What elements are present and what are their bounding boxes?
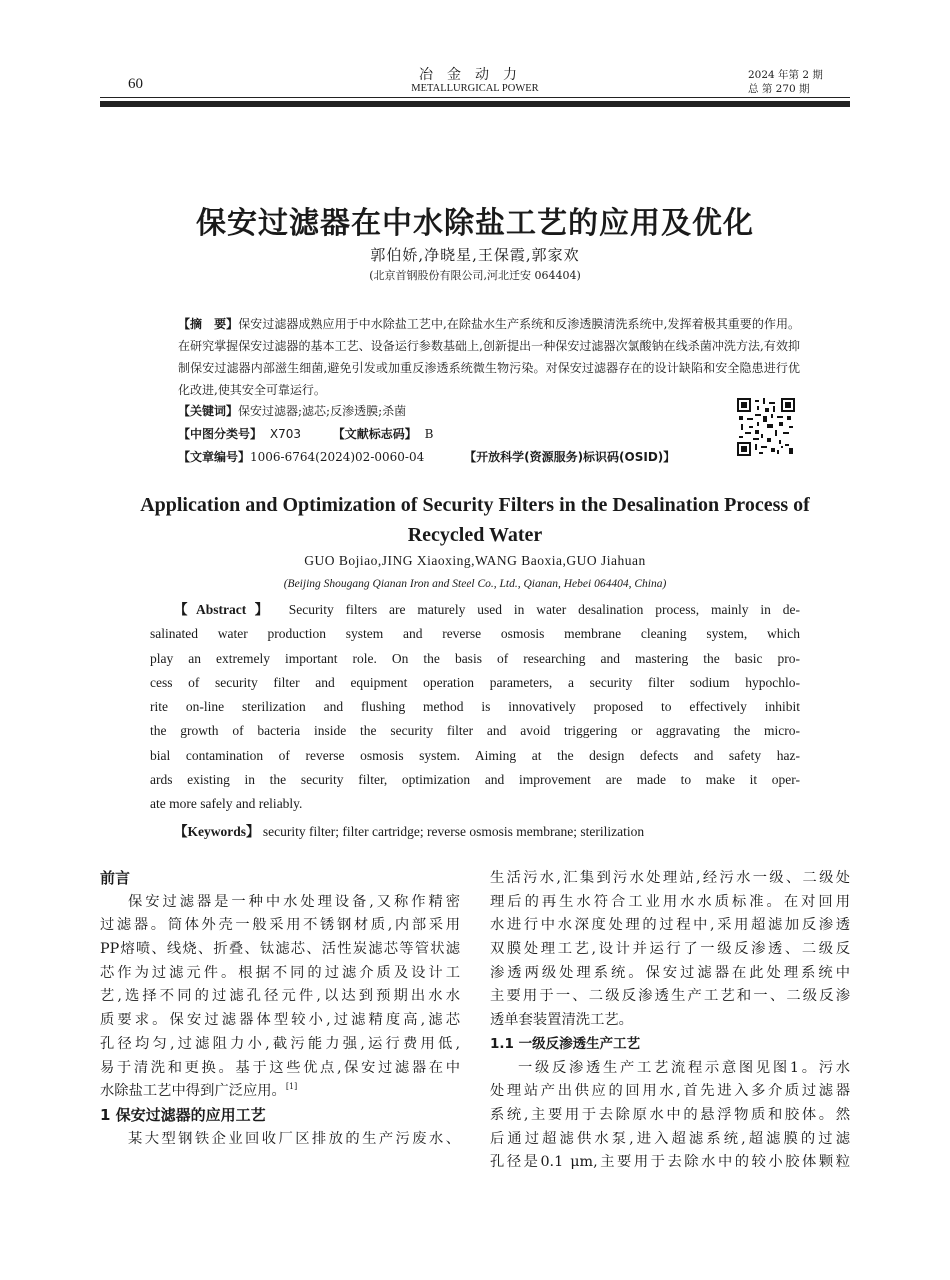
keywords-en-label: 【Keywords】	[174, 824, 260, 839]
abstract-en-line: salinated water production system and reverse osmosis membrane cleaning system, which	[150, 626, 800, 642]
keywords-en	[174, 820, 644, 840]
abstract-cn	[178, 313, 800, 401]
paragraph-line: 生活污水,汇集到污水处理站,经污水一级、二级处	[490, 870, 850, 886]
qr-code-icon[interactable]	[737, 398, 795, 456]
paragraph-line: 易于清洗和更换。基于这些优点,保安过滤器在中	[100, 1059, 460, 1076]
abstract-en-line: rite on-line sterilization and flushing method is innovatively proposed to effectively inhibit	[150, 699, 800, 715]
abstract-en-line: the growth of bacteria inside the security filter and avoid triggering or aggravating the micro-	[150, 723, 800, 739]
abstract-en-line: ate more safely and reliably.	[150, 796, 303, 812]
clc-value: X703	[269, 427, 301, 441]
keywords-en-text: security filter; filter cartridge; reverse osmosis membrane; sterilization	[262, 824, 645, 839]
keywords-cn-label: 【关键词】	[178, 404, 239, 418]
paragraph-line: 芯作为过滤元件。根据不同的过滤介质及设计工	[100, 964, 460, 981]
paragraph-line: 透单套装置清洗工艺。	[490, 1012, 633, 1029]
paragraph-line: 渗透两级处理系统。保安过滤器在此处理系统中	[490, 964, 850, 981]
header-rule-thin	[100, 97, 850, 98]
paragraph-line: 过滤器。筒体外壳一般采用不锈钢材质,内部采用	[100, 917, 460, 934]
reference-marker[interactable]: [1]	[285, 1082, 298, 1092]
page-number: 60	[128, 76, 143, 92]
affiliation-cn: (北京首钢股份有限公司,河北迁安 064404)	[369, 269, 581, 282]
clc-label: 【中图分类号】	[178, 427, 263, 441]
paragraph-line: 质要求。保安过滤器体型较小,过滤精度高,滤芯	[100, 1012, 460, 1029]
abstract-en	[150, 598, 800, 817]
header-rule-thick	[100, 101, 850, 107]
paragraph-line: 处理站产出供应的回用水,首先进入多介质过滤器	[490, 1083, 850, 1100]
paragraph-line: 一级反渗透生产工艺流程示意图见图1。污水	[518, 1059, 850, 1076]
section-heading-1-1: 1.1 一级反渗透生产工艺	[490, 1035, 641, 1052]
section-heading-1: 1 保安过滤器的应用工艺	[100, 1105, 266, 1124]
authors-en: GUO Bojiao,JING Xiaoxing,WANG Baoxia,GUO Jiahuan	[304, 553, 646, 568]
article-no-label: 【文章编号】	[178, 450, 251, 464]
paragraph-line: 水除盐工艺中得到广泛应用。[1]	[100, 1082, 298, 1100]
issue-info	[748, 68, 823, 96]
abstract-en-line: ards existing in the security filter, optimization and improvement are made to make it oper-	[150, 772, 800, 788]
paper-title-en: Application and Optimization of Security Filters in the Desalination Process of Recycled Water	[140, 494, 810, 546]
paragraph-line: PP熔喷、线烧、折叠、钛滤芯、活性炭滤芯等管状滤	[100, 941, 460, 958]
issue-year: 2024 年第 2 期	[748, 69, 823, 81]
keywords-cn-text: 保安过滤器;滤芯;反渗透膜;杀菌	[238, 404, 407, 418]
paragraph-line: 孔径是0.1 μm,主要用于去除水中的较小胶体颗粒	[490, 1154, 850, 1171]
keywords-cn	[178, 402, 406, 419]
abstract-en-line: cess of security filter and equipment operation parameters, a security filter sodium hypochlo-	[150, 674, 800, 690]
journal-title-en: METALLURGICAL POWER	[411, 83, 539, 94]
abstract-en-label: 【Abstract】	[174, 602, 277, 617]
abstract-en-line: play an extremely important role. On the basis of researching and mastering the basic pro-	[150, 650, 800, 666]
abstract-en-line: bial contamination of reverse osmosis system. Aiming at the design defects and safety haz-	[150, 747, 800, 763]
paper-title-cn: 保安过滤器在中水除盐工艺的应用及优化	[196, 206, 754, 241]
paragraph-line: 主要用于一、二级反渗透生产工艺和一、二级反渗	[490, 988, 850, 1005]
issue-total: 总 第 270 期	[748, 83, 810, 95]
paragraph-line: 理后的再生水符合工业用水水质标准。在对回用	[490, 893, 850, 910]
article-number-line	[178, 448, 675, 465]
doc-code-label: 【文献标志码】	[332, 427, 417, 441]
body-left-column	[100, 867, 460, 1151]
journal-title-cn: 冶金动力	[419, 67, 531, 83]
doc-code-value: B	[424, 427, 434, 441]
paragraph-line: 某大型钢铁企业回收厂区排放的生产污废水、	[128, 1130, 460, 1147]
paragraph-line: 系统,主要用于去除原水中的悬浮物质和胶体。然	[490, 1106, 850, 1123]
paragraph-line: 孔径均匀,过滤阻力小,截污能力强,运行费用低,	[100, 1035, 460, 1052]
paragraph-line: 后通过超滤供水泵,进入超滤系统,超滤膜的过滤	[490, 1130, 850, 1147]
osid-label: 【开放科学(资源服务)标识码(OSID)】	[464, 450, 676, 464]
paragraph-line: 水进行中水深度处理的过程中,采用超滤加反渗透	[490, 917, 850, 934]
paragraph-line: 艺,选择不同的过滤孔径元件,以达到预期出水水	[100, 988, 460, 1005]
article-no-value: 1006-6764(2024)02-0060-04	[250, 450, 425, 464]
body-right-column	[490, 867, 850, 1175]
authors-cn: 郭伯娇,净晓星,王保霞,郭家欢	[370, 246, 580, 264]
paragraph-line: 保安过滤器是一种中水处理设备,又称作精密	[128, 893, 460, 910]
abstract-cn-label: 【摘 要】	[178, 317, 239, 331]
affiliation-en: (Beijing Shougang Qianan Iron and Steel Co., Ltd., Qianan, Hebei 064404, China)	[283, 578, 667, 590]
abstract-en-line: 【Abstract】 Security filters are maturely used in water desalination process, mainly in de-	[174, 602, 801, 617]
classification-line	[178, 425, 433, 442]
paragraph-line: 双膜处理工艺,设计并运行了一级反渗透、二级反	[490, 941, 850, 958]
abstract-cn-text: 保安过滤器成熟应用于中水除盐工艺中,在除盐水生产系统和反渗透膜清洗系统中,发挥着极其重要的作用。在研究掌握保安过滤器的基本工艺、设备运行参数基础上,创新提出一种保安过滤器次氯酸钠在线杀菌冲洗方法,有效抑制保安过滤器内部滋生细菌,避免引发或加重反渗透系统微生物污染。对保安过滤器存在的设计缺陷和安全隐患进行优化改进,使其安全可靠运行。	[178, 317, 800, 397]
section-heading-foreword: 前言	[100, 869, 131, 887]
